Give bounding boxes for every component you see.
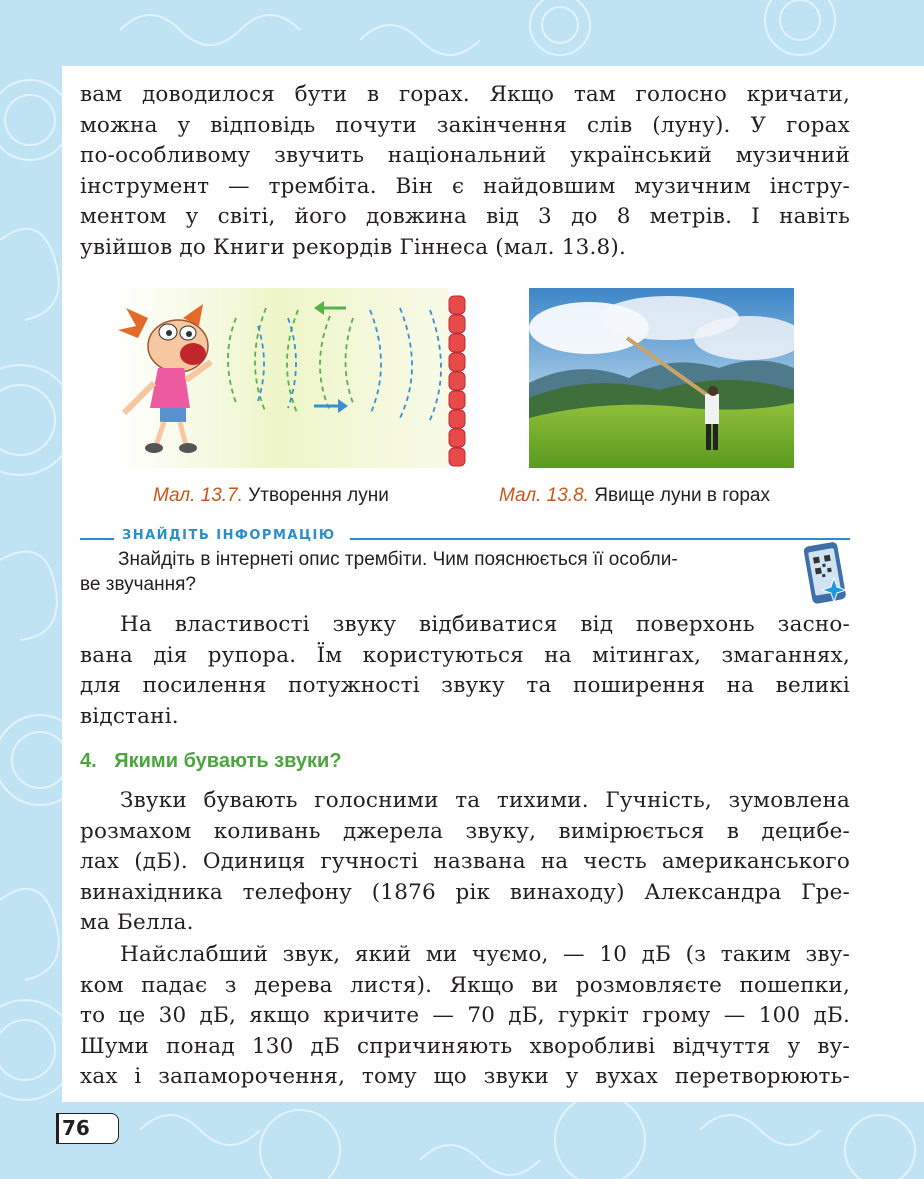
text-line: по-особливому звучить національний український музичний xyxy=(80,143,850,168)
text-line: ментом у світі, його довжина від 3 до 8 метрів. І навіть xyxy=(80,204,850,229)
red-wall xyxy=(449,296,465,466)
text-line: хах і запаморочення, тому що звуки у вухах перетворюють- xyxy=(80,1064,850,1089)
qr-code-icon[interactable] xyxy=(794,542,854,606)
paragraph-loudness xyxy=(80,786,850,939)
paragraph-echo-mountains xyxy=(80,80,850,263)
text-line: то це 30 дБ, якщо кричите — 70 дБ, гуркіт грому — 100 дБ. xyxy=(80,1003,850,1028)
figure-text: Явище луни в горах xyxy=(594,485,770,506)
page-number-tab xyxy=(56,1113,119,1144)
text-line: розмахом коливань джерела звуку, вимірюється в децибе- xyxy=(80,818,850,844)
text-line: для посилення потужності звуку та поширення на великі xyxy=(80,673,850,698)
text-line: інструмент — трембіта. Він є найдовшим музичним інстру- xyxy=(80,173,850,199)
task-line: ве звучання? xyxy=(80,574,196,595)
figure-caption-13-8 xyxy=(499,485,770,507)
text-line: ма Белла. xyxy=(80,910,194,935)
text-line: можна у відповідь почути закінчення слів (луну). У горах xyxy=(80,112,850,138)
text-line: Звуки бувають голосними та тихими. Гучність, зумовлена xyxy=(120,788,850,813)
figure-label: Мал. 13.8. xyxy=(499,485,589,506)
find-information-header xyxy=(80,528,850,546)
page-number: 76 xyxy=(62,1116,90,1140)
section-number: 4. xyxy=(80,750,97,772)
text-line: ком падає з дерева листя). Якщо ви розмовляєте пошепки, xyxy=(80,972,850,998)
text-line: лах (дБ). Одиниця гучності названа на честь американського xyxy=(80,849,850,874)
trembita-mountains-photo xyxy=(529,288,794,468)
text-line: Шуми понад 130 дБ спричиняють хворобливі відчуття у ву- xyxy=(80,1033,850,1059)
text-line: Найслабший звук, який ми чуємо, — 10 дБ (з таким зву- xyxy=(120,942,850,967)
text-line: відстані. xyxy=(80,703,179,729)
text-line: вана дія рупора. Їм користуються на мітингах, змаганнях, xyxy=(80,642,850,668)
figure-label: Мал. 13.7. xyxy=(153,485,243,506)
figure-text: Утворення луни xyxy=(248,485,389,506)
task-line: Знайдіть в інтернеті опис трембіти. Чим пояснюється її особли- xyxy=(118,549,678,570)
figure-caption-13-7 xyxy=(153,485,389,507)
paragraph-decibels xyxy=(80,940,850,1093)
paragraph-horn xyxy=(80,610,850,732)
section-title-text: Якими бувають звуки? xyxy=(114,750,342,772)
find-information-task xyxy=(80,547,780,597)
section-heading xyxy=(80,750,342,773)
text-line: На властивості звуку відбиватися від поверхонь засно- xyxy=(120,612,850,637)
echo-illustration xyxy=(108,288,478,468)
text-line: увійшов до Книги рекордів Гіннеса (мал. 13.8). xyxy=(80,234,626,260)
find-information-title: ЗНАЙДІТЬ ІНФОРМАЦІЮ xyxy=(118,528,340,543)
text-line: вам доводилося бути в горах. Якщо там голосно кричати, xyxy=(80,82,850,107)
text-line: винахідника телефону (1876 рік винаходу) Александра Гре- xyxy=(80,879,850,905)
